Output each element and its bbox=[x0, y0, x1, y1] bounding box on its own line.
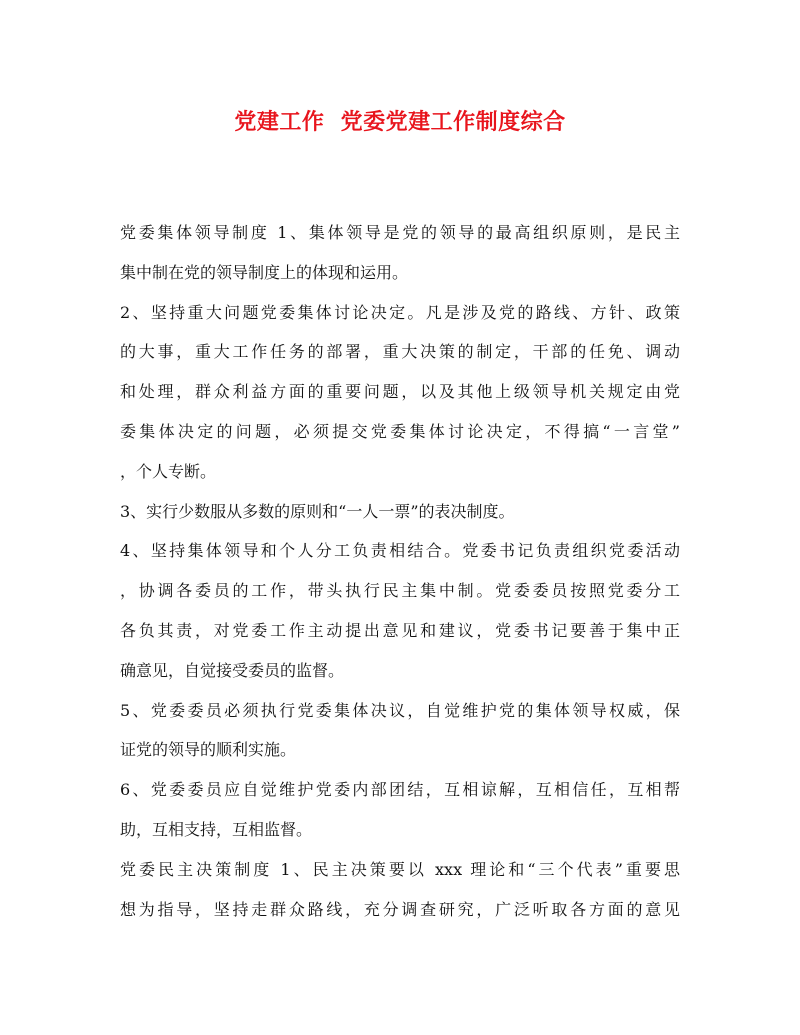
paragraph-line: 和处理，群众利益方面的重要问题，以及其他上级领导机关规定由党 bbox=[120, 382, 680, 402]
paragraph-line: 3、实行少数服从多数的原则和“一人一票”的表决制度。 bbox=[120, 501, 515, 521]
paragraph-line: 各负其责，对党委工作主动提出意见和建议，党委书记要善于集中正 bbox=[120, 620, 680, 640]
paragraph-line: ，个人专断。 bbox=[120, 461, 217, 481]
paragraph-line: 5、党委委员必须执行党委集体决议，自觉维护党的集体领导权威，保 bbox=[120, 700, 680, 720]
paragraph-line: 4、坚持集体领导和个人分工负责相结合。党委书记负责组织党委活动 bbox=[120, 541, 680, 561]
paragraph-line: 2、坚持重大问题党委集体讨论决定。凡是涉及党的路线、方针、政策 bbox=[120, 302, 680, 322]
paragraph-line: 党委民主决策制度 1、民主决策要以 xxx 理论和“三个代表”重要思 bbox=[120, 859, 680, 879]
paragraph-line: 集中制在党的领导制度上的体现和运用。 bbox=[120, 262, 409, 282]
paragraph-line: 党委集体领导制度 1、集体领导是党的领导的最高组织原则，是民主 bbox=[120, 223, 680, 242]
paragraph-line: 的大事，重大工作任务的部署，重大决策的制定，干部的任免、调动 bbox=[120, 342, 680, 362]
paragraph-line: 确意见，自觉接受委员的监督。 bbox=[120, 660, 345, 680]
document-body bbox=[120, 213, 680, 929]
paragraph-line: ，协调各委员的工作，带头执行民主集中制。党委委员按照党委分工 bbox=[120, 581, 680, 601]
paragraph-line: 证党的领导的顺利实施。 bbox=[120, 740, 297, 760]
document-title: 党建工作 党委党建工作制度综合 bbox=[234, 109, 566, 135]
paragraph-line: 6、党委委员应自觉维护党委内部团结，互相谅解，互相信任，互相帮 bbox=[120, 780, 680, 800]
paragraph-line: 委集体决定的问题，必须提交党委集体讨论决定，不得搞“一言堂” bbox=[120, 421, 680, 441]
paragraph-line: 助，互相支持，互相监督。 bbox=[120, 819, 313, 839]
paragraph-line: 想为指导，坚持走群众路线，充分调查研究，广泛听取各方面的意见 bbox=[120, 899, 680, 919]
